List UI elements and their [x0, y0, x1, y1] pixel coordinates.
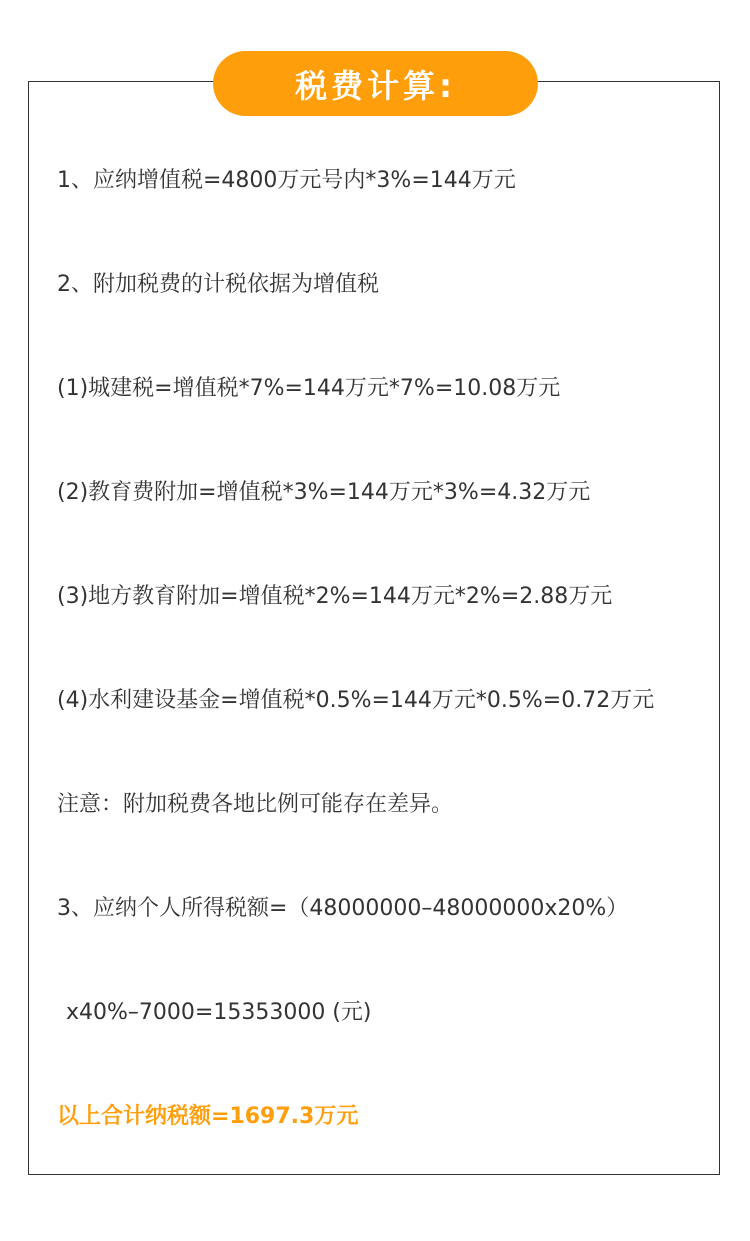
local-education-surcharge-line: (3)地方教育附加=增值税*2%=144万元*2%=2.88万元 — [57, 584, 613, 609]
total-tax-line: 以上合计纳税额=1697.3万元 — [57, 1104, 359, 1129]
surcharge-basis-line: 2、附加税费的计税依据为增值税 — [57, 272, 379, 297]
income-tax-line-continued: x40%–7000=15353000 (元) — [66, 1000, 372, 1025]
note-line: 注意：附加税费各地比例可能存在差异。 — [57, 792, 454, 817]
page-title: 税费计算: — [295, 66, 456, 105]
education-surcharge-line: (2)教育费附加=增值税*3%=144万元*3%=4.32万元 — [57, 480, 591, 505]
income-tax-line: 3、应纳个人所得税额=（48000000–48000000x20%） — [57, 896, 629, 921]
water-conservancy-fund-line: (4)水利建设基金=增值税*0.5%=144万元*0.5%=0.72万元 — [57, 688, 655, 713]
title-badge — [213, 51, 538, 116]
urban-construction-tax-line: (1)城建税=增值税*7%=144万元*7%=10.08万元 — [57, 376, 561, 401]
vat-line: 1、应纳增值税=4800万元号内*3%=144万元 — [57, 168, 516, 193]
